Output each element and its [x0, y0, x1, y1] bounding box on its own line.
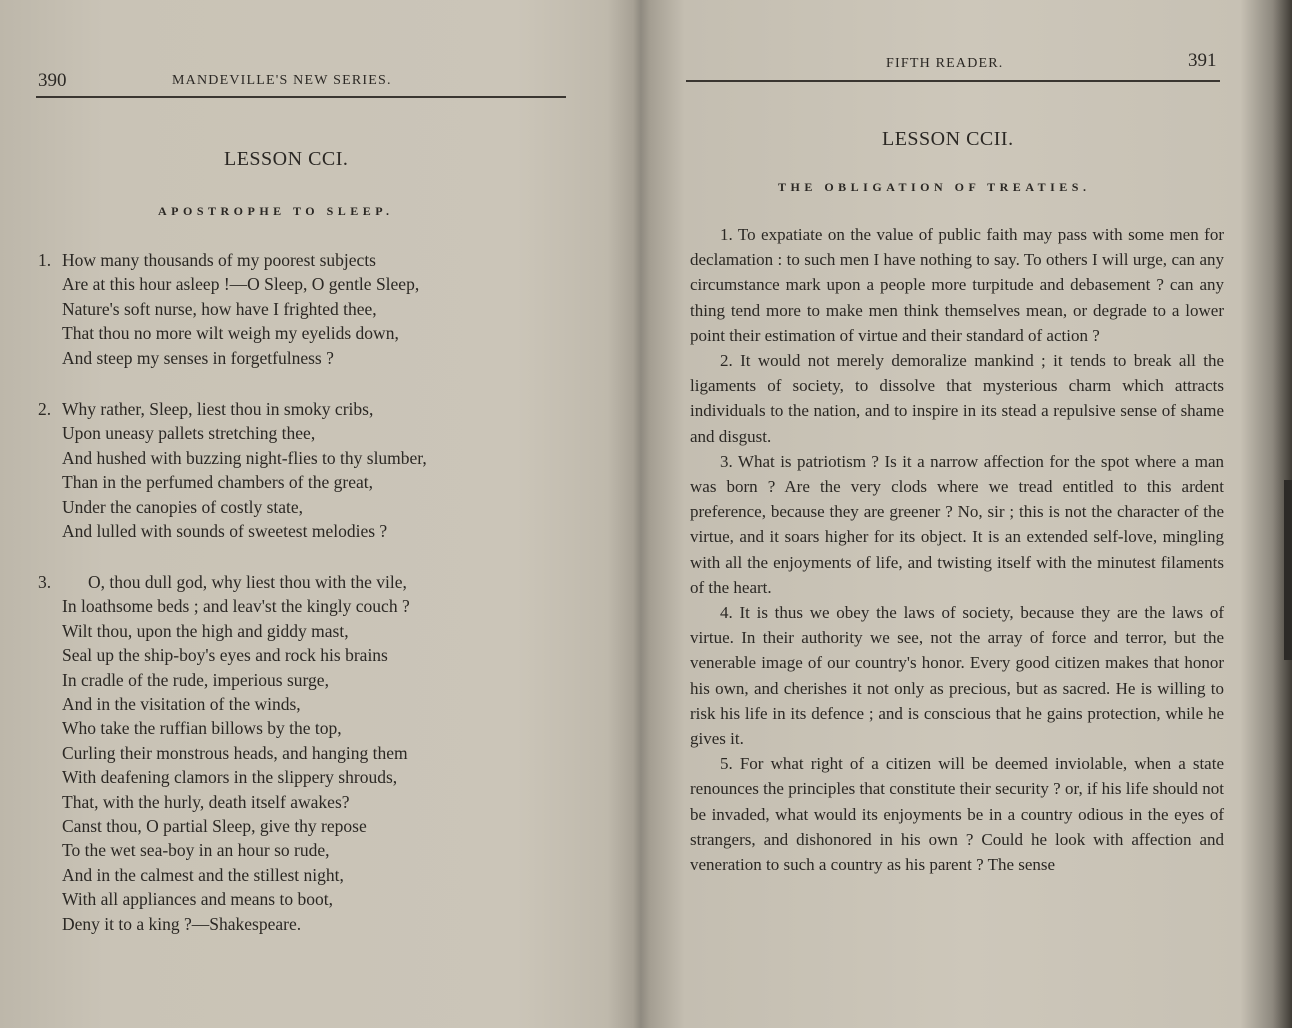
- verse-line: And in the calmest and the stillest night,: [62, 864, 344, 885]
- verse-line: Canst thou, O partial Sleep, give thy repose: [62, 816, 367, 837]
- verse-line: Who take the ruffian billows by the top,: [62, 718, 342, 739]
- paragraph: 5. For what right of a citizen will be deemed inviolable, when a state renounces the principles that constitute their security ? or, if his life should not be invaded, what would its enjoyments be in a country odious in the eyes of strangers, and dishonored in his own ? Could he look with affection and veneration to such a country as his parent ? The sense: [690, 754, 1224, 875]
- lesson-subtitle: APOSTROPHE TO SLEEP.: [158, 204, 394, 218]
- lesson-subtitle: THE OBLIGATION OF TREATIES.: [778, 180, 1091, 194]
- verse-line: Curling their monstrous heads, and hanging them: [62, 742, 408, 763]
- stanza: [38, 397, 427, 543]
- verse-line: Upon uneasy pallets stretching thee,: [62, 423, 316, 444]
- verse-line: Seal up the ship-boy's eyes and rock his brains: [62, 645, 388, 666]
- verse-line: Are at this hour asleep !—O Sleep, O gentle Sleep,: [62, 274, 420, 295]
- verse-line: To the wet sea-boy in an hour so rude,: [62, 840, 330, 861]
- page-number: 391: [1188, 50, 1217, 71]
- verse-line: Wilt thou, upon the high and giddy mast,: [62, 620, 349, 641]
- lesson-heading: LESSON CCI.: [224, 148, 349, 170]
- verse-line: Deny it to a king ?—Shakespeare.: [62, 913, 302, 934]
- lesson-heading: LESSON CCII.: [882, 128, 1014, 150]
- running-title: MANDEVILLE'S NEW SERIES.: [172, 73, 392, 88]
- page-edge-shadow: [1284, 480, 1292, 660]
- stanza-number: 2.: [38, 399, 52, 419]
- running-title: FIFTH READER.: [886, 56, 1004, 71]
- right-page: [650, 0, 1250, 1028]
- verse-line: And lulled with sounds of sweetest melodies ?: [62, 521, 388, 542]
- verse-line: Under the canopies of costly state,: [62, 496, 304, 517]
- left-page: [0, 0, 620, 1028]
- paragraph: 1. To expatiate on the value of public faith may pass with some men for declamation : to such men I have nothing to say. To others I will urge, can any circumstance mark upon a people more turpitude and debasement ? can any thing tend more to make men think themselves mean, or degrade to a lower point their estimation of virtue and their standard of action ?: [690, 225, 1224, 345]
- verse-line: Than in the perfumed chambers of the great,: [62, 472, 373, 493]
- stanza: [38, 248, 419, 370]
- verse-line: And steep my senses in forgetfulness ?: [62, 347, 334, 368]
- stanza: [38, 570, 410, 936]
- paragraph: 3. What is patriotism ? Is it a narrow affection for the spot where a man was born ? Are the very clods where we tread entitled to this ardent preference, because they are greener ? No, sir ; this is not the character of the virtue, and it soars higher for its object. It is an extended self-love, mingling with all the enjoyments of life, and twisting itself with the minutest filaments of the heart.: [690, 451, 1224, 597]
- verse-line: That, with the hurly, death itself awakes?: [62, 791, 350, 812]
- header-rule: [36, 96, 566, 98]
- paragraph: 2. It would not merely demoralize mankind ; it tends to break all the ligaments of society, to dissolve that mysterious charm which attracts individuals to the nation, and to inspire in its stead a repulsive sense of shame and disgust.: [690, 351, 1224, 446]
- stanza-number: 1.: [38, 250, 52, 270]
- verse-line: In loathsome beds ; and leav'st the kingly couch ?: [62, 596, 410, 617]
- lesson-text: [690, 222, 1224, 877]
- paragraph: 4. It is thus we obey the laws of society, because they are the laws of virtue. In their authority we see, not the array of force and terror, but the venerable image of our country's honor. Every good citizen makes that honor his own, and cherishes it not only as precious, but as sacred. He is willing to risk his life in its defence ; and is conscious that he gains protection, while he gives it.: [690, 603, 1224, 749]
- verse-line: In cradle of the rude, imperious surge,: [62, 669, 329, 690]
- page-number: 390: [38, 70, 67, 91]
- verse-line: With all appliances and means to boot,: [62, 889, 333, 910]
- verse-line: And hushed with buzzing night-flies to thy slumber,: [62, 447, 427, 468]
- verse-line: With deafening clamors in the slippery shrouds,: [62, 767, 398, 788]
- header-rule: [686, 80, 1220, 82]
- verse-line: 1. How many thousands of my poorest subjects: [38, 248, 419, 272]
- verse-line: 2. Why rather, Sleep, liest thou in smoky cribs,: [38, 397, 427, 421]
- stanza-number: 3.: [38, 572, 52, 592]
- verse-line: That thou no more wilt weigh my eyelids down,: [62, 323, 399, 344]
- verse-line: And in the visitation of the winds,: [62, 694, 301, 715]
- verse-line: 3. O, thou dull god, why liest thou with the vile,: [38, 570, 410, 594]
- verse-line: Nature's soft nurse, how have I frighted thee,: [62, 298, 377, 319]
